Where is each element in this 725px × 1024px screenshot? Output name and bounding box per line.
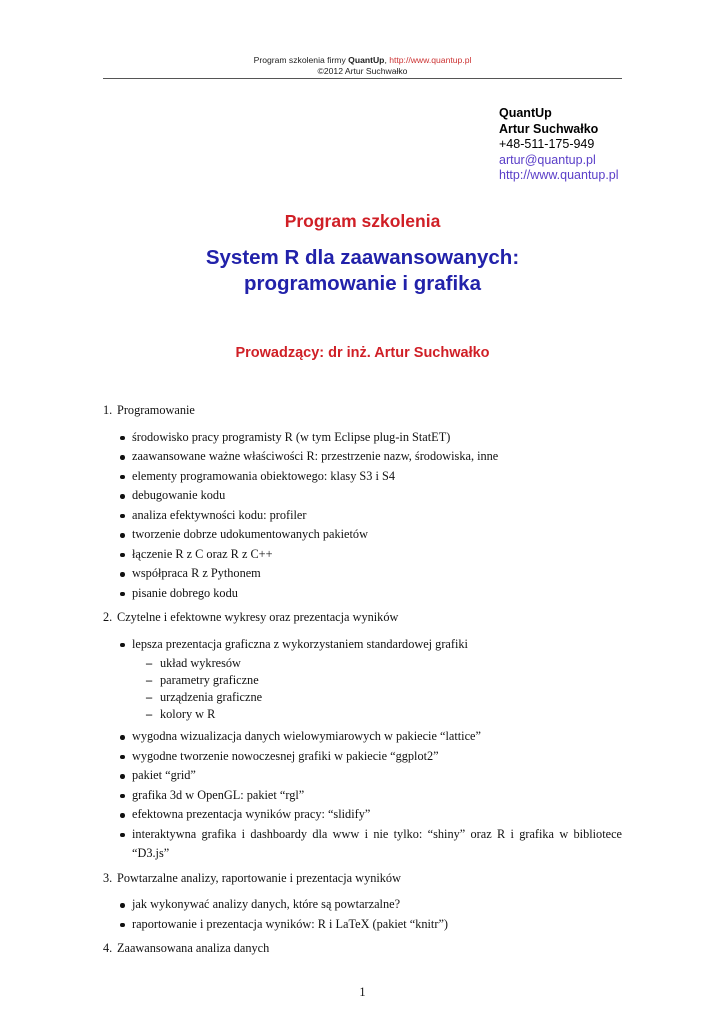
bullet-icon <box>120 436 125 441</box>
header-url-link[interactable]: http://www.quantup.pl <box>389 55 472 65</box>
list-item: współpraca R z Pythonem <box>118 564 622 584</box>
section-title: Zaawansowana analiza danych <box>117 941 270 955</box>
contact-company: QuantUp <box>499 106 552 120</box>
section-number: 3. <box>103 870 113 885</box>
sub-list-item: – parametry graficzne <box>146 673 259 687</box>
bullet-icon <box>120 514 125 519</box>
bullet-icon <box>120 813 125 818</box>
bullet-icon <box>120 755 125 760</box>
list-item: środowisko pracy programisty R (w tym Eclipse plug-in StatET) <box>118 428 622 448</box>
bullet-icon <box>120 903 125 908</box>
header-brand: QuantUp <box>348 55 385 65</box>
section-2-items <box>103 635 622 864</box>
sub-list-item: – układ wykresów <box>146 656 241 670</box>
bullet-icon <box>120 553 125 558</box>
bullet-icon <box>120 455 125 460</box>
section-title: Programowanie <box>117 403 195 417</box>
section-1-items <box>103 428 622 604</box>
bullet-icon <box>120 833 125 838</box>
bullet-icon <box>120 475 125 480</box>
dash-icon: – <box>146 690 153 704</box>
lecturer-line: Prowadzący: dr inż. Artur Suchwałko <box>235 345 490 361</box>
section-title: Powtarzalne analizy, raportowanie i prezentacja wyników <box>117 870 401 885</box>
list-item: zaawansowane ważne właściwości R: przestrzenie nazw, środowiska, inne <box>118 447 622 467</box>
header-rule <box>103 78 622 79</box>
list-item: pisanie dobrego kodu <box>118 584 622 604</box>
header-separator: , <box>384 55 390 65</box>
bullet-icon <box>120 923 125 928</box>
contact-email-link[interactable]: artur@quantup.pl <box>499 152 596 167</box>
dash-icon: – <box>146 673 153 687</box>
dash-icon: – <box>146 707 153 721</box>
list-item: elementy programowania obiektowego: klasy S3 i S4 <box>118 467 622 487</box>
header-line-1 <box>103 55 622 66</box>
bullet-icon <box>120 572 125 577</box>
list-item: lepsza prezentacja graficzna z wykorzystaniem standardowej grafiki – układ wykresów – parametry graficzne – urządzenia graficzne – kolory w R <box>118 635 622 724</box>
list-item: wygodne tworzenie nowoczesnej grafiki w pakiecie “ggplot2” <box>118 747 622 767</box>
bullet-icon <box>120 592 125 597</box>
header-copyright: ©2012 Artur Suchwałko <box>317 66 408 76</box>
list-item: grafika 3d w OpenGL: pakiet “rgl” <box>118 786 622 806</box>
bullet-icon <box>120 533 125 538</box>
contact-block <box>499 106 619 184</box>
contact-phone: +48-511-175-949 <box>499 137 595 151</box>
section-1 <box>103 401 622 421</box>
sub-list-item: – urządzenia graficzne <box>146 690 263 704</box>
bullet-icon <box>120 735 125 740</box>
title-line-1: System R dla zaawansowanych: <box>205 246 520 269</box>
doc-title <box>0 245 725 297</box>
list-item: łączenie R z C oraz R z C++ <box>118 545 622 565</box>
program-outline <box>103 401 622 959</box>
section-number: 4. <box>103 941 113 955</box>
list-item: analiza efektywności kodu: profiler <box>118 506 622 526</box>
contact-website-link[interactable]: http://www.quantup.pl <box>499 168 619 182</box>
doc-subtitle: Program szkolenia <box>284 211 441 231</box>
list-item: interaktywna grafika i dashboardy dla www i nie tylko: “shiny” oraz R i grafika w bibliotece “D3.js” <box>118 825 622 864</box>
bullet-icon <box>120 794 125 799</box>
list-item: efektowna prezentacja wyników pracy: “slidify” <box>118 805 622 825</box>
section-number: 2. <box>103 610 113 624</box>
bullet-icon <box>120 643 125 648</box>
page-header <box>103 55 622 77</box>
section-3-items <box>103 895 622 934</box>
section-4 <box>103 939 622 959</box>
list-item: pakiet “grid” <box>118 766 622 786</box>
bullet-icon <box>120 494 125 499</box>
section-number: 1. <box>103 403 113 417</box>
section-2 <box>103 608 622 628</box>
title-line-2: programowanie i grafika <box>244 272 481 295</box>
sub-list-item: – kolory w R <box>146 707 216 721</box>
list-item: wygodna wizualizacja danych wielowymiarowych w pakiecie “lattice” <box>118 727 622 747</box>
list-item: raportowanie i prezentacja wyników: R i LaTeX (pakiet “knitr”) <box>118 915 622 935</box>
contact-name: Artur Suchwałko <box>499 121 599 136</box>
list-item: tworzenie dobrze udokumentowanych pakietów <box>118 525 622 545</box>
bullet-icon <box>120 774 125 779</box>
section-title: Czytelne i efektowne wykresy oraz prezentacja wyników <box>117 610 399 624</box>
dash-icon: – <box>146 656 153 670</box>
header-prefix: Program szkolenia firmy <box>253 55 349 65</box>
sub-list <box>132 655 622 723</box>
page-number: 1 <box>359 985 366 999</box>
section-3 <box>103 869 622 889</box>
list-item: debugowanie kodu <box>118 486 622 506</box>
list-item: jak wykonywać analizy danych, które są powtarzalne? <box>118 895 622 915</box>
